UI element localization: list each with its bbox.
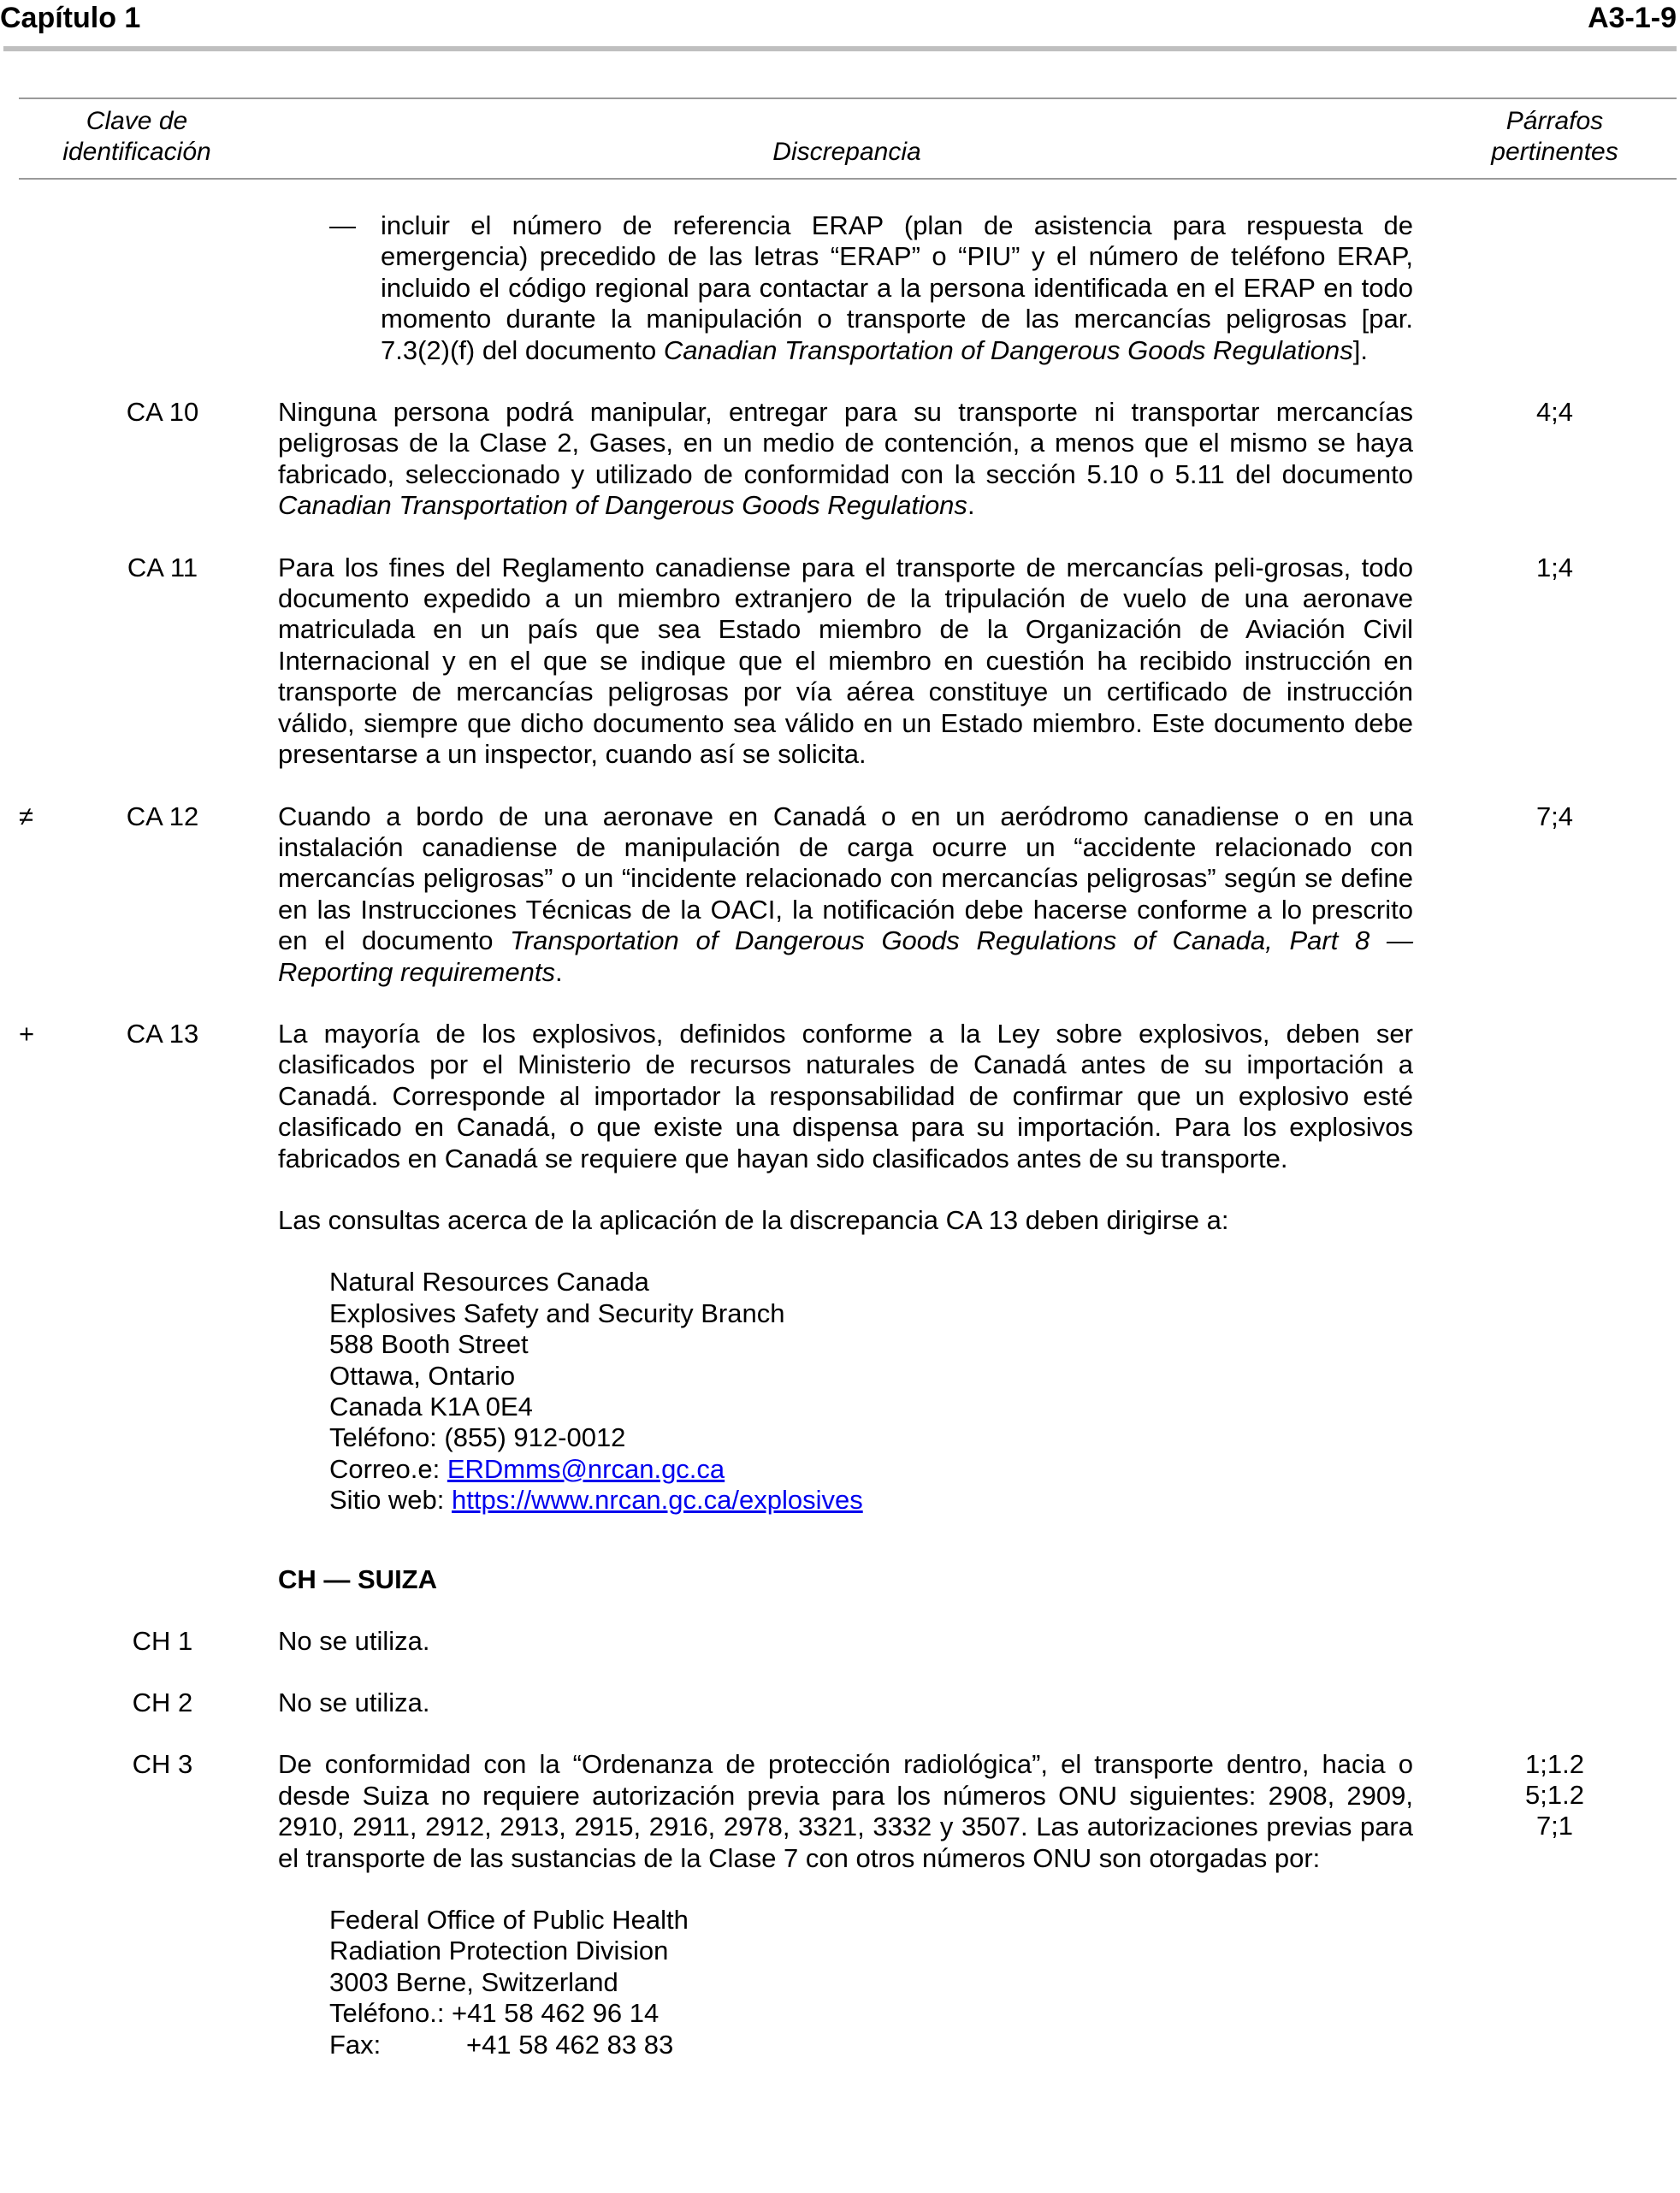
- contact-intro: Las consultas acerca de la aplicación de la discrepancia CA 13 deben dirigirse a:: [278, 1204, 1229, 1235]
- column-header-paragraphs-line2: pertinentes: [1491, 138, 1618, 166]
- variation-text: La mayoría de los explosivos, definidos conforme a la Ley sobre explosivos, deben ser clasificados por el Ministerio de recursos naturales de Canadá antes de su importación a Canadá. Corresponde al importador la responsabilidad de confirmar que un explosivo esté clasificado en Canadá, o que existe una dispensa para su importación. Para los explosivos fabricados en Canadá se requiere que hayan sido clasificados antes de su transporte.: [278, 1018, 1413, 1173]
- phone-line: Teléfono.: +41 58 462 96 14: [329, 1998, 660, 2029]
- variation-paragraphs: 1;4: [1535, 552, 1574, 582]
- continuation-text-a: incluir el número de referencia ERAP (plan de asistencia para respuesta de emergencia) precedido de las letras “ERAP” o “PIU” y el número de teléfono ERAP, incluido el código regional para contactar a la persona identificada en el ERAP en todo momento durante la manipulación o transporte de las mercancías peligrosas [par. 7.3(2)(f) del documento: [381, 210, 1413, 365]
- revision-mark: ≠: [19, 801, 34, 831]
- variation-text: De conformidad con la “Ordenanza de protección radiológica”, el transporte dentro, hacia o desde Suiza no requiere autorización previa para los números ONU siguientes: 2908, 2909, 2910, 2911, 2912, 2913, 2915, 2916, 2978, 3321, 3332 y 3507. Las autorizaciones previas para el transporte de las sustancias de la Clase 7 con otros números ONU son otorgadas por:: [278, 1749, 1413, 1873]
- paragraph-ref: 7;1: [1535, 1811, 1574, 1841]
- column-header-paragraphs-line1: Párrafos: [1505, 107, 1604, 135]
- variation-text: No se utiliza.: [278, 1688, 430, 1718]
- address-line: Radiation Protection Division: [329, 1936, 669, 1966]
- variation-text: No se utiliza.: [278, 1625, 430, 1656]
- variation-code: CH 3: [132, 1749, 193, 1780]
- section-title-ch: CH — SUIZA: [278, 1563, 437, 1594]
- variation-text-italic: Transportation of Dangerous Goods Regulations of Canada, Part 8 —Reporting requirements: [278, 925, 1413, 987]
- variation-code: CH 2: [132, 1688, 193, 1718]
- fax-label: Fax:: [329, 2029, 382, 2060]
- address-line: Canada K1A 0E4: [329, 1392, 533, 1422]
- variation-ch1: [0, 1626, 1680, 1657]
- addition-mark: +: [19, 1018, 35, 1049]
- variation-paragraphs: [1454, 1749, 1655, 1841]
- variation-text-b: .: [554, 956, 563, 987]
- paragraph-ref: 5;1.2: [1525, 1780, 1584, 1811]
- variation-code: CA 12: [126, 801, 199, 831]
- column-header-id: [43, 106, 231, 168]
- variation-ca11: [0, 553, 1680, 771]
- page-header: [0, 0, 1680, 55]
- variation-ca13: [0, 1019, 1680, 1516]
- website-link[interactable]: https://www.nrcan.gc.ca/explosives: [452, 1485, 863, 1516]
- variation-ch2: [0, 1688, 1680, 1718]
- variation-text: [278, 801, 1413, 988]
- column-header-top-rule: [19, 98, 1677, 99]
- continuation-text: [381, 210, 1413, 366]
- variation-paragraphs: 7;4: [1535, 801, 1574, 831]
- variation-text-b: .: [967, 490, 975, 521]
- email-label: Correo.e:: [329, 1453, 447, 1484]
- address-line: Federal Office of Public Health: [329, 1905, 689, 1936]
- column-header-bottom-rule: [19, 178, 1677, 180]
- header-rule: [3, 46, 1677, 51]
- website-line: [329, 1485, 1413, 1516]
- variation-text-block: [278, 1749, 1413, 2060]
- address-line: Explosives Safety and Security Branch: [329, 1297, 785, 1328]
- continuation-text-b: ].: [1352, 334, 1368, 365]
- variation-code: CA 11: [127, 552, 198, 582]
- variation-text-italic: Canadian Transportation of Dangerous Goods Regulations: [278, 490, 967, 521]
- contact-address: [329, 1905, 1413, 2060]
- address-line: 588 Booth Street: [329, 1329, 529, 1360]
- website-label: Sitio web:: [329, 1485, 453, 1516]
- email-line: [329, 1454, 1413, 1485]
- paragraph-ref: 1;1.2: [1525, 1749, 1584, 1780]
- continuation-item: [0, 210, 1680, 366]
- contact-address: [329, 1267, 1413, 1516]
- fax-line: [329, 2030, 1413, 2060]
- continuation-text-italic: Canadian Transportation of Dangerous Goods Regulations: [663, 334, 1353, 365]
- document-body: [0, 210, 1680, 2091]
- chapter-title: Capítulo 1: [0, 2, 141, 34]
- address-line: 3003 Berne, Switzerland: [329, 1966, 618, 1997]
- variation-ch3: [0, 1749, 1680, 2060]
- variation-text: Para los fines del Reglamento canadiense para el transporte de mercancías peli-grosas, todo documento expedido a un miembro extranjero de la tripulación de vuelo de una aeronave matriculada en un país que sea Estado miembro de la Organización de Aviación Civil Internacional y en el que se indique que el miembro en cuestión ha recibido instrucción en transporte de mercancías peligrosas por vía aérea constituye un certificado de instrucción válido, siempre que dicho documento sea válido en un Estado miembro. Este documento debe presentarse a un inspector, cuando así se solicita.: [278, 552, 1413, 770]
- address-line: Natural Resources Canada: [329, 1267, 649, 1297]
- variation-paragraphs: 4;4: [1535, 397, 1574, 428]
- variation-code: CH 1: [132, 1625, 193, 1656]
- variation-ca12: [0, 801, 1680, 988]
- variation-text-a: Ninguna persona podrá manipular, entregar para su transporte ni transportar mercancías peligrosas de la Clase 2, Gases, en un medio de contención, a menos que el mismo se haya fabricado, seleccionado y utilizado de conformidad con la sección 5.10 o 5.11 del documento: [278, 397, 1413, 489]
- variation-code: CA 13: [126, 1018, 199, 1049]
- address-line: Ottawa, Ontario: [329, 1360, 516, 1391]
- variation-text-a: Cuando a bordo de una aeronave en Canadá o en un aeródromo canadiense o en una instalación canadiense de manipulación de carga ocurre un “accidente relacionado con mercancías peligrosas” o un “incidente relacionado con mercancías peligrosas” según se define en las Instrucciones Técnicas de la OACI, la notificación debe hacerse conforme a lo prescrito en el documento: [278, 801, 1413, 956]
- column-header-discrepancy: Discrepancia: [772, 138, 921, 166]
- variation-ca10: [0, 397, 1680, 522]
- column-header-paragraphs: [1463, 106, 1647, 168]
- page-number: A3-1-9: [1588, 2, 1677, 34]
- variation-text-block: [278, 1019, 1413, 1516]
- fax-number: +41 58 462 83 83: [466, 2029, 674, 2060]
- variation-text: [278, 397, 1413, 522]
- email-link[interactable]: ERDmms@nrcan.gc.ca: [447, 1453, 725, 1484]
- column-header-id-line1: Clave de: [86, 107, 188, 135]
- variation-code: CA 10: [126, 397, 199, 428]
- phone-line: Teléfono: (855) 912-0012: [329, 1422, 626, 1453]
- dash-bullet: —: [329, 210, 356, 240]
- column-header-id-line2: identificación: [62, 138, 211, 166]
